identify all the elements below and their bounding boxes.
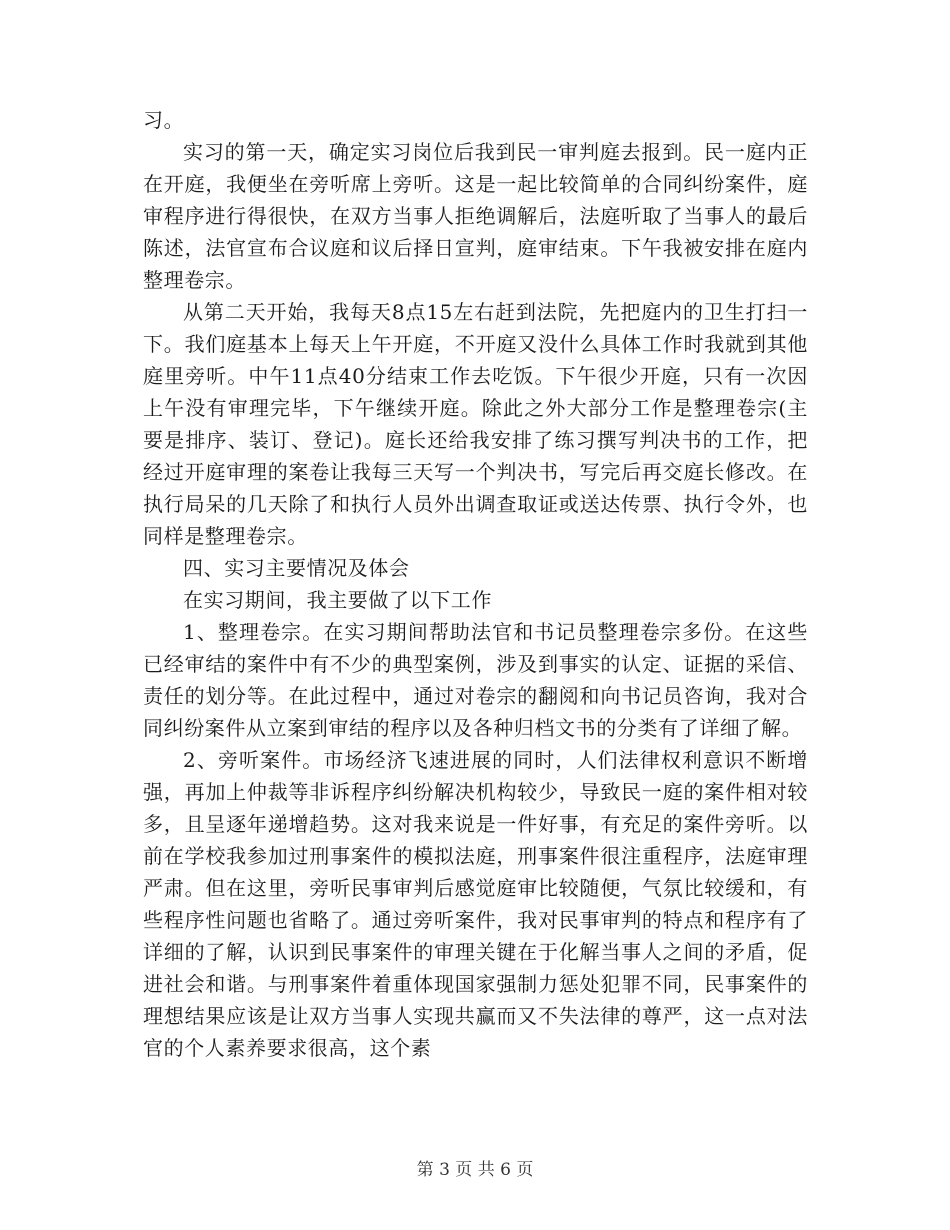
document-body — [143, 104, 808, 1064]
section-heading: 四、实习主要情况及体会 — [183, 556, 410, 580]
paragraph-first-day: 实习的第一天，确定实习岗位后我到民一审判庭去报到。民一庭内正在开庭，我便坐在旁听席上旁听。这是一起比较简单的合同纠纷案件，庭审程序进行得很快，在双方当事人拒绝调解后，法庭听取了当事人的最后陈述，法官宣布合议庭和议后择日宣判，庭审结束。下午我被安排在庭内整理卷宗。 — [143, 140, 808, 292]
paragraph-item-2: 2、旁听案件。市场经济飞速进展的同时，人们法律权利意识不断增强，再加上仲裁等非诉程序纠纷解决机构较少，导致民一庭的案件相对较多，且呈逐年递增趋势。这对我来说是一件好事，有充足的案件旁听。以前在学校我参加过刑事案件的模拟法庭，刑事案件很注重程序，法庭审理严肃。但在这里，旁听民事审判后感觉庭审比较随便，气氛比较缓和，有些程序性问题也省略了。通过旁听案件，我对民事审判的特点和程序有了详细的了解，认识到民事案件的审理关键在于化解当事人之间的矛盾，促进社会和谐。与刑事案件着重体现国家强制力惩处犯罪不同，民事案件的理想结果应该是让双方当事人实现共赢而又不失法律的尊严，这一点对法官的个人素养要求很高，这个素 — [143, 748, 808, 1060]
paragraph-intro: 在实习期间，我主要做了以下工作 — [183, 588, 492, 612]
paragraph-daily-routine: 从第二天开始，我每天8点15左右赶到法院，先把庭内的卫生打扫一下。我们庭基本上每天上午开庭，不开庭又没什么具体工作时我就到其他庭里旁听。中午11点40分结束工作去吃饭。下午很少开庭，只有一次因上午没有审理完毕，下午继续开庭。除此之外大部分工作是整理卷宗(主要是排序、装订、登记)。庭长还给我安排了练习撰写判决书的工作，把经过开庭审理的案卷让我每三天写一个判决书，写完后再交庭长修改。在执行局呆的几天除了和执行人员外出调查取证或送达传票、执行令外，也同样是整理卷宗。 — [143, 300, 808, 548]
paragraph-item-1: 1、整理卷宗。在实习期间帮助法官和书记员整理卷宗多份。在这些已经审结的案件中有不少的典型案例，涉及到事实的认定、证据的采信、责任的划分等。在此过程中，通过对卷宗的翻阅和向书记员咨询，我对合同纠纷案件从立案到审结的程序以及各种归档文书的分类有了详细了解。 — [143, 620, 808, 740]
page-number-footer: 第 3 页 共 6 页 — [416, 1160, 534, 1180]
paragraph-continuation: 习。 — [143, 108, 185, 132]
